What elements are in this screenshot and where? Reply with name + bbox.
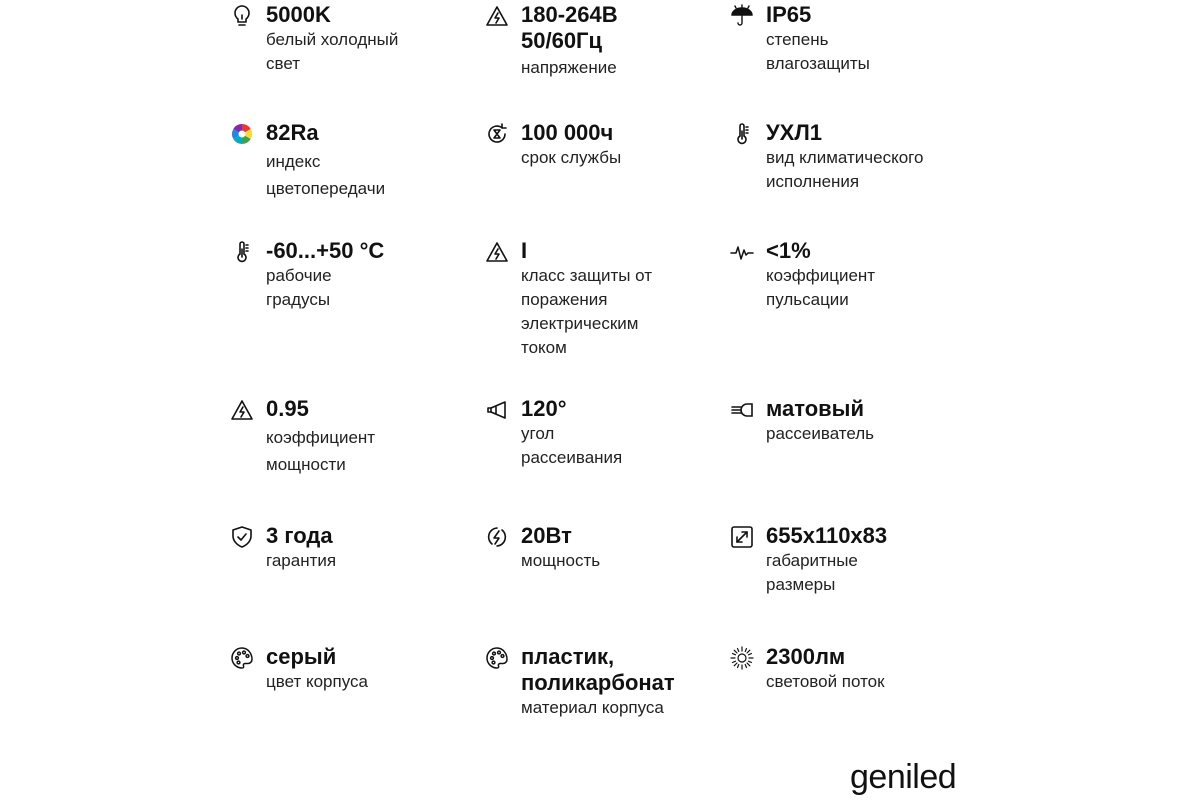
warning-icon	[485, 4, 509, 28]
spec-value: I	[521, 238, 528, 263]
power-bolt-icon	[485, 525, 509, 549]
spec-description: габаритные размеры	[766, 551, 858, 594]
beam-angle-icon	[485, 398, 509, 422]
spec-warranty	[230, 523, 336, 573]
spec-value: 0.95	[266, 396, 309, 421]
spec-ingress-protection	[730, 2, 870, 76]
spec-value: 2300лм	[766, 644, 846, 669]
spec-description: угол рассеивания	[521, 424, 623, 467]
sun-icon	[730, 646, 754, 670]
spec-description: вид климатического исполнения	[766, 148, 924, 191]
spec-value: пластик, поликарбонат	[521, 644, 675, 695]
spec-value: УХЛ1	[766, 120, 823, 145]
spec-description: индекс цветопередачи	[266, 152, 386, 198]
spec-luminous-flux	[730, 644, 885, 694]
pulse-wave-icon	[730, 240, 754, 264]
spec-ripple-factor	[730, 238, 875, 312]
spec-description: рассеиватель	[766, 424, 875, 443]
spec-value: 120°	[521, 396, 567, 421]
spec-body-color	[230, 644, 368, 694]
spec-value: серый	[266, 644, 337, 669]
spec-value: 100 000ч	[521, 120, 614, 145]
spec-description: световой поток	[766, 672, 885, 691]
spec-operating-temperature	[230, 238, 384, 312]
spec-power	[485, 523, 600, 573]
spec-value: -60...+50 °C	[266, 238, 385, 263]
spec-description: материал корпуса	[521, 698, 664, 717]
spec-description: мощность	[521, 551, 601, 570]
warning-icon	[485, 240, 509, 264]
spec-value: 20Вт	[521, 523, 572, 548]
brand-logo: geniled	[850, 758, 957, 796]
spec-value: 5000K	[266, 2, 331, 27]
spec-value: 3 года	[266, 523, 333, 548]
spec-description: белый холодный свет	[266, 30, 399, 73]
spec-description: класс защиты от поражения электрическим током	[521, 266, 653, 357]
hourglass-cycle-icon	[485, 122, 509, 146]
spec-value: матовый	[766, 396, 864, 421]
spec-value: 655x110x83	[766, 523, 888, 548]
palette-icon	[230, 646, 254, 670]
spec-protection-class	[485, 238, 652, 360]
spec-value: <1%	[766, 238, 811, 263]
spec-beam-angle	[485, 396, 622, 470]
spec-body-material	[485, 644, 675, 720]
spec-value: 82Ra	[266, 120, 319, 145]
spec-description: гарантия	[266, 551, 337, 570]
warning-icon	[230, 398, 254, 422]
spec-description: коэффициент пульсации	[766, 266, 876, 309]
spec-description: рабочие градусы	[266, 266, 332, 309]
spec-description: коэффициент мощности	[266, 428, 376, 474]
umbrella-icon	[730, 4, 754, 28]
spec-diffuser	[730, 396, 874, 446]
spec-climate-version	[730, 120, 923, 194]
diffuser-icon	[730, 398, 754, 422]
palette-icon	[485, 646, 509, 670]
spec-color-temperature	[230, 2, 398, 76]
shield-check-icon	[230, 525, 254, 549]
thermometer-icon	[230, 240, 254, 264]
lightbulb-icon	[230, 4, 254, 28]
spec-description: напряжение	[521, 58, 617, 77]
spec-value: 180-264В 50/60Гц	[521, 2, 618, 53]
spec-voltage	[485, 2, 618, 80]
spec-dimensions	[730, 523, 887, 597]
spec-power-factor	[230, 396, 375, 478]
color-wheel-icon	[230, 122, 254, 146]
spec-color-rendering	[230, 120, 385, 202]
spec-description: степень влагозащиты	[766, 30, 870, 73]
dimensions-icon	[730, 525, 754, 549]
spec-lifetime	[485, 120, 621, 170]
spec-description: цвет корпуса	[266, 672, 368, 691]
spec-value: IP65	[766, 2, 812, 27]
thermometer-icon	[730, 122, 754, 146]
spec-description: срок службы	[521, 148, 622, 167]
